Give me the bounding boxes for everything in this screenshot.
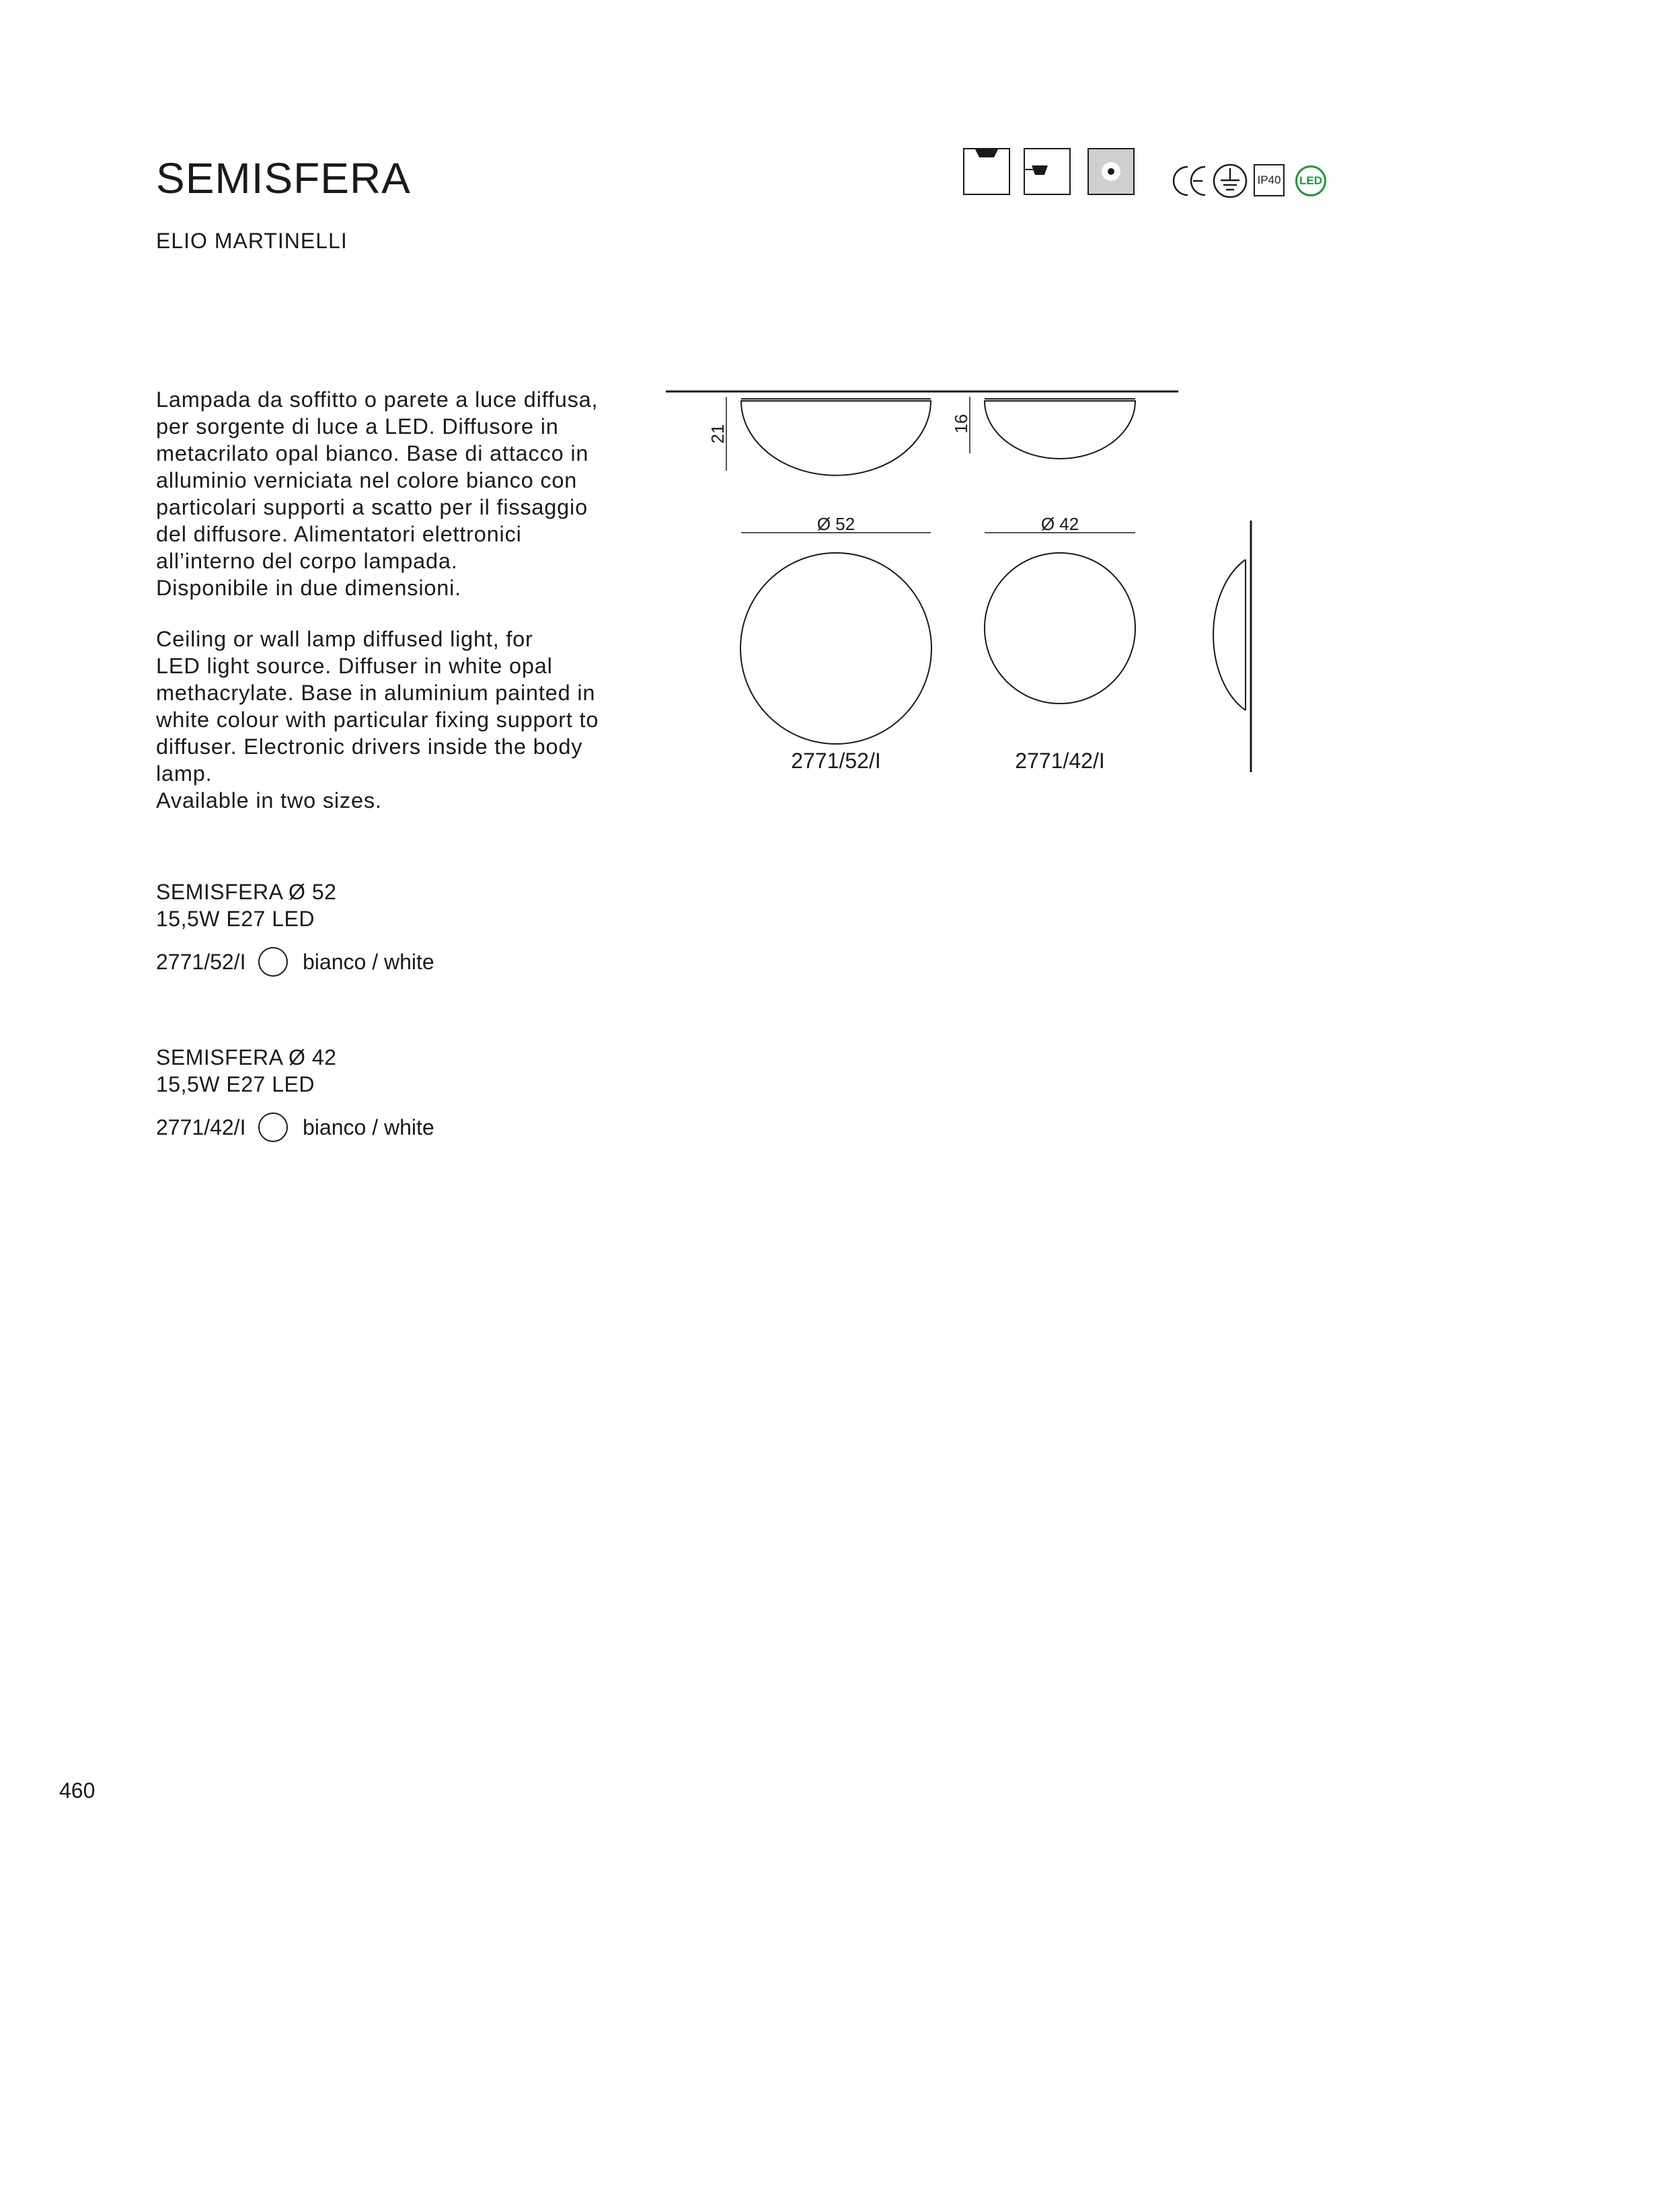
description-line: all’interno del corpo lampada. xyxy=(156,549,458,573)
product-code: 2771/52/I xyxy=(156,949,246,974)
designer-name: ELIO MARTINELLI xyxy=(156,229,348,253)
description-line: particolari supporti a scatto per il fissaggio xyxy=(156,495,588,519)
product-code: 2771/42/I xyxy=(156,1115,246,1139)
page-title: SEMISFERA xyxy=(156,154,411,202)
description-line: per sorgente di luce a LED. Diffusore in xyxy=(156,414,559,439)
description-line: white colour with particular fixing support to xyxy=(156,708,599,732)
product-spec: 15,5W E27 LED xyxy=(156,907,315,931)
finish-swatch xyxy=(258,1112,288,1142)
top-view-large xyxy=(740,553,931,744)
product-spec: 15,5W E27 LED xyxy=(156,1072,315,1096)
description-line: del diffusore. Alimentatori elettronici xyxy=(156,522,522,546)
diameter-label-small: Ø 42 xyxy=(1040,514,1079,534)
profile-large xyxy=(741,401,931,476)
description-line: LED light source. Diffuser in white opal xyxy=(156,654,553,678)
finish-label: bianco / white xyxy=(303,1115,434,1139)
drawing-code-small: 2771/42/I xyxy=(1015,749,1105,773)
drawing-code-large: 2771/52/I xyxy=(791,749,881,773)
finish-swatch xyxy=(258,947,288,977)
diameter-label-large: Ø 52 xyxy=(816,514,855,534)
product-name: SEMISFERA Ø 42 xyxy=(156,1045,337,1069)
profile-small xyxy=(985,401,1135,459)
led-label: LED xyxy=(1299,174,1322,187)
height-label-large: 21 xyxy=(708,424,728,444)
description-line: diffuser. Electronic drivers inside the body xyxy=(156,734,583,759)
product-variant-row xyxy=(156,1110,434,1145)
product-variant-row xyxy=(156,944,434,979)
finish-label: bianco / white xyxy=(303,949,434,974)
description-line: methacrylate. Base in aluminium painted in xyxy=(156,681,596,705)
description-line: Available in two sizes. xyxy=(156,788,382,813)
description-line: lamp. xyxy=(156,761,213,786)
description-line: metacrilato opal bianco. Base di attacco in xyxy=(156,441,589,465)
description-line: Ceiling or wall lamp diffused light, for xyxy=(156,627,533,651)
product-name: SEMISFERA Ø 52 xyxy=(156,880,337,904)
description-line: Lampada da soffitto o parete a luce diffusa, xyxy=(156,387,599,412)
description-line: alluminio verniciata nel colore bianco con xyxy=(156,468,578,492)
wall-profile xyxy=(1213,560,1246,710)
height-label-small: 16 xyxy=(951,414,971,434)
page-number: 460 xyxy=(59,1778,96,1803)
ip-rating-label: IP40 xyxy=(1257,174,1281,186)
top-view-small xyxy=(985,553,1135,704)
description-line: Disponibile in due dimensioni. xyxy=(156,576,461,600)
